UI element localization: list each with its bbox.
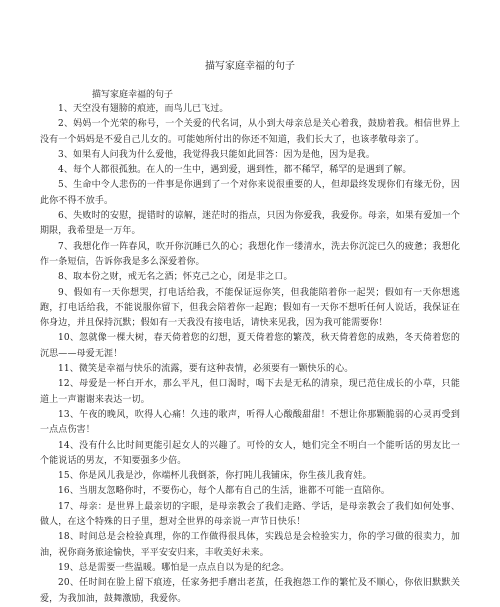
document-subtitle: 描写家庭幸福的句子 xyxy=(92,90,174,100)
paragraph-11: 11、微笑是幸福与快乐的流露，要有这种表情，必须要有一颗快乐的心。 xyxy=(58,364,354,375)
paragraph-2: 2、妈妈一个光荣的称号，一个关爱的代名词，从小到大母亲总是关心着我，鼓励着我。相信世界上没有一个妈妈是不爱自己儿女的。可能她所付出的你还不知道，我们长大了，也该孝敬母亲了。 xyxy=(40,119,460,145)
paragraph-16: 16、当朋友忽略你时，不要伤心，每个人都有自己的生活，谁都不可能一直陪你。 xyxy=(58,486,391,497)
paragraph-6: 6、失败时的安慰，提错时的谅解，迷茫时的指点，只因为你爱我，我爱你。母亲，如果有爱加一个期限，我希望是一万年。 xyxy=(40,211,460,237)
paragraph-7: 7、我想化作一阵春风，吹开你沉睡已久的心；我想化作一缕清水，洗去你沉淀已久的疲惫；我想化作一条短信，告诉你我是多么深爱着你。 xyxy=(40,241,460,267)
paragraph-10: 10、忽就像一棵大树，春天倚着您的幻想，夏天倚着您的繁茂，秋天倚着您的成熟，冬天倚着您的沉思——母爱无涯！ xyxy=(40,333,460,359)
paragraph-4: 4、每个人都很孤独。在人的一生中，遇到爱，遇到性，都不稀罕，稀罕的是遇到了解。 xyxy=(58,165,412,176)
paragraph-12: 12、母爱是一杯白开水，那么平凡，但口渴时，喝下去是无私的清泉，现已范住成长的小草，只能道上一声谢谢来表达一切。 xyxy=(40,379,460,405)
document-body xyxy=(40,102,460,607)
paragraph-18: 18、时间总是会检验真理，你的工作做得很具体，实践总是会检验实力，你的学习做的很卖力，加油，祝你商务旅途愉快，平平安安归来，丰收美好未来。 xyxy=(40,532,460,558)
paragraph-3: 3、如果有人问我为什么爱他，我觉得我只能如此回答：因为是他，因为是我。 xyxy=(58,149,375,160)
paragraph-17: 17、母亲：是世界上最亲切的字眼，是母亲教会了我们走路、学话，是母亲教会了我们如何处事、做人，在这个特殊的日子里，想对全世界的母亲说一声节日快乐！ xyxy=(40,501,460,528)
paragraph-15: 15、你是风儿我是沙，你端杯儿我倒茶，你打盹儿我铺床，你生孩儿我育娃。 xyxy=(58,471,372,482)
paragraph-14: 14、没有什么比时间更能引起女人的兴趣了。可怜的女人，她们完全不明白一个能听话的男友比一个能说话的男友，不知要强多少倍。 xyxy=(40,440,460,466)
paragraph-5: 5、生命中令人悲伤的一件事是你遇到了一个对你来说很重要的人，但却最终发现你们有缘无份，因此你不得不放手。 xyxy=(40,180,460,206)
paragraph-13: 13、午夜的晚风，吹得人心痛！久违的歌声，听得人心酸酸甜甜！不想让你那颗脆弱的心灵再受到一点点伤害！ xyxy=(40,409,460,436)
paragraph-1: 1、天空没有翅膀的痕迹，而鸟儿已飞过。 xyxy=(58,104,229,114)
paragraph-8: 8、取本份之财，戒无名之酒；怀克己之心，闭是非之口。 xyxy=(58,272,293,283)
paragraph-19: 19、总是需要一些温暖。哪怕是一点点自以为是的纪念。 xyxy=(58,562,290,573)
paragraph-20: 20、任时间在脸上留下痕迹，任家务把手磨出老茧，任我抱怨工作的繁忙及不顺心，你依旧默默关爱，为我加油，鼓舞激励，我爱你。 xyxy=(40,578,460,604)
paragraph-9: 9、假如有一天你想哭，打电话给我，不能保证逗你笑，但我能陪着你一起哭；假如有一天你想逃跑，打电话给我，不能说服你留下，但我会陪着你一起跑；假如有一天你不想听任何人说话，我保证在你身边，并且保持沉默；假如有一天我没有接电话，请快来见我，因为我可能需要你！ xyxy=(40,287,460,329)
document-title: 描写家庭幸福的句子 xyxy=(205,61,295,72)
